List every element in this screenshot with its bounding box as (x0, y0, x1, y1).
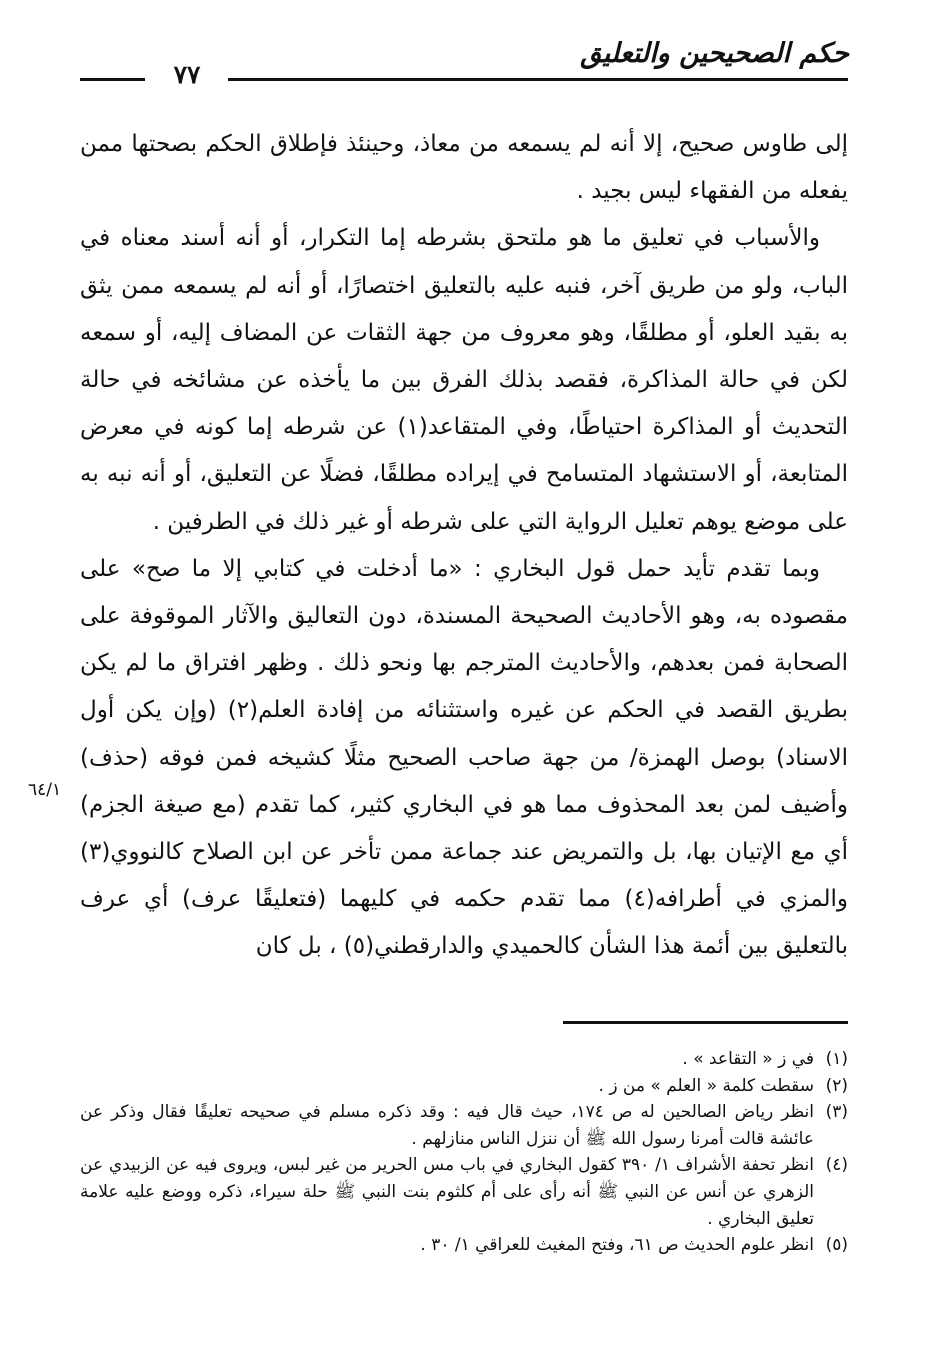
paragraph-2: والأسباب في تعليق ما هو ملتحق بشرطه إما التكرار، أو أنه أسند معناه في الباب، ولو من طريق آخر، فنبه عليه بالتعليق اختصارًا، أو أنه لم يسمعه ممن يثق به بقيد العلو، أو مطلقًا، وهو معروف من جهة الثقات عن المضاف إليه، أو سمعه لكن في حالة المذاكرة، فقصد بذلك الفرق بين ما يأخذه عن مشائخه في حالة التحديث أو المذاكرة احتياطًا، وفي المتقاعد(١) عن شرطه إما كونه في معرض المتابعة، أو الاستشهاد المتسامح في إيراده مطلقًا، فضلًا عن التعليق، أو أنه نبه به على موضع يوهم تعليل الرواية التي على شرطه أو غير ذلك في الطرفين . (80, 225, 848, 535)
footnote-1 (80, 1046, 848, 1073)
footnote-4 (80, 1152, 848, 1232)
footnotes (80, 1046, 848, 1259)
header-rule-right (228, 78, 848, 81)
main-text (80, 121, 848, 971)
footnote-number: (٣) (825, 1102, 848, 1123)
footnote-text: في ز « التقاعد » . (682, 1049, 814, 1069)
running-title: حكم الصحيحين والتعليق (580, 38, 849, 69)
footnote-number: (٥) (825, 1235, 848, 1256)
margin-note: ٦٤/١ (28, 780, 62, 800)
paragraph-1: إلى طاوس صحيح، إلا أنه لم يسمعه من معاذ، وحينئذ فإطلاق الحكم بصحتها ممن يفعله من الفقهاء ليس بجيد . (80, 131, 848, 205)
paragraph-3: وبما تقدم تأيد حمل قول البخاري : «ما أدخلت في كتابي إلا ما صح» على مقصوده به، وهو الأحاديث الصحيحة المسندة، دون التعاليق والآثار الموقوفة على الصحابة فمن بعدهم، والأحاديث المترجم بها ونحو ذلك . وظهر افتراق ما لم يكن بطريق القصد في الحكم عن غيره واستثنائه من إفادة العلم(٢) (وإن يكن أول الاسناد) بوصل الهمزة/ من جهة صاحب الصحيح مثلًا كشيخه فمن فوقه (حذف) وأضيف لمن بعد المحذوف مما هو في البخاري كثير، كما تقدم (مع صيغة الجزم) أي مع الإتيان بها، بل والتمريض عند جماعة ممن تأخر عن ابن الصلاح كالنووي(٣) والمزي في أطرافه(٤) مما تقدم حكمه في كليهما (فتعليقًا عرف) أي عرف بالتعليق بين أئمة هذا الشأن كالحميدي والدارقطني(٥) ، بل كان (80, 555, 849, 960)
header-rule-left (80, 78, 145, 81)
page-number: ٧٧ (173, 60, 201, 89)
footnote-text: انظر رياض الصالحين له ص ١٧٤، حيث قال فيه : وقد ذكره مسلم في صحيحه تعليقًا فقال وذكر عن عائشة قالت أمرنا رسول الله ﷺ أن ننزل الناس منازلهم . (80, 1102, 815, 1149)
footnote-text: انظر تحفة الأشراف ١/ ٣٩٠ كقول البخاري في باب مس الحرير من غير لبس، ويروى فيه عن الزبيدي عن الزهري عن أنس عن النبي ﷺ أنه رأى على أم كلثوم بنت النبي ﷺ حلة سيراء، ذكره ووضع عليه علامة تعليق البخاري . (80, 1155, 814, 1229)
footnote-2 (80, 1073, 848, 1100)
footnote-number: (١) (825, 1049, 848, 1069)
footnote-number: (٤) (825, 1155, 848, 1176)
footnote-text: انظر علوم الحديث ص ٦١، وفتح المغيث للعراقي ١/ ٣٠ . (420, 1235, 814, 1256)
footnote-separator (563, 1021, 848, 1024)
footnote-5 (80, 1232, 848, 1259)
footnote-text: سقطت كلمة « العلم » من ز . (598, 1075, 814, 1096)
footnote-3 (80, 1099, 848, 1152)
footnote-number: (٢) (825, 1075, 848, 1096)
